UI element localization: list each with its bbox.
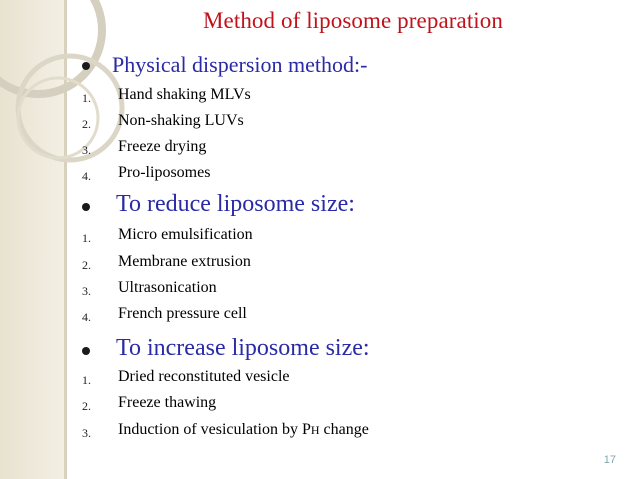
- list-number: 3.: [82, 426, 91, 440]
- section-heading-increase-size: To increase liposome size:: [116, 335, 370, 361]
- list-number: 2.: [82, 258, 91, 272]
- section-heading-physical-dispersion: Physical dispersion method:-: [112, 52, 368, 77]
- list-number: 4.: [82, 169, 91, 183]
- page-number: 17: [603, 454, 616, 466]
- list-item: French pressure cell: [118, 305, 247, 322]
- list-item: Freeze drying: [118, 138, 207, 155]
- band-edge: [64, 0, 67, 479]
- list-number: 2.: [82, 117, 91, 131]
- list-number: 1.: [82, 91, 91, 105]
- bullet-icon: [82, 203, 90, 211]
- bullet-icon: [82, 62, 90, 70]
- list-item: Dried reconstituted vesicle: [118, 368, 290, 385]
- list-item: Non-shaking LUVs: [118, 112, 244, 129]
- section-heading-reduce-size: To reduce liposome size:: [116, 191, 355, 217]
- deco-ring-mid: [18, 56, 122, 160]
- list-item: Freeze thawing: [118, 394, 217, 411]
- list-number: 4.: [82, 310, 91, 324]
- list-item-ph-change: [118, 421, 369, 439]
- list-item-text-suffix: change: [319, 421, 369, 438]
- list-number: 3.: [82, 284, 91, 298]
- list-number: 1.: [82, 373, 91, 387]
- left-band: [0, 0, 64, 479]
- slide-title: [0, 8, 638, 34]
- list-number: 3.: [82, 143, 91, 157]
- slide-title-text: Method of liposome preparation: [202, 8, 503, 33]
- list-number: 1.: [82, 231, 91, 245]
- list-item: Pro-liposomes: [118, 164, 211, 181]
- list-item: Membrane extrusion: [118, 253, 251, 270]
- list-item-text-prefix: Induction of vesiculation by P: [118, 421, 311, 438]
- list-item: Hand shaking MLVs: [118, 86, 251, 103]
- list-item: Micro emulsification: [118, 226, 253, 243]
- list-item: Ultrasonication: [118, 279, 217, 296]
- ph-subscript: H: [310, 423, 320, 437]
- list-number: 2.: [82, 399, 91, 413]
- bullet-icon: [82, 347, 90, 355]
